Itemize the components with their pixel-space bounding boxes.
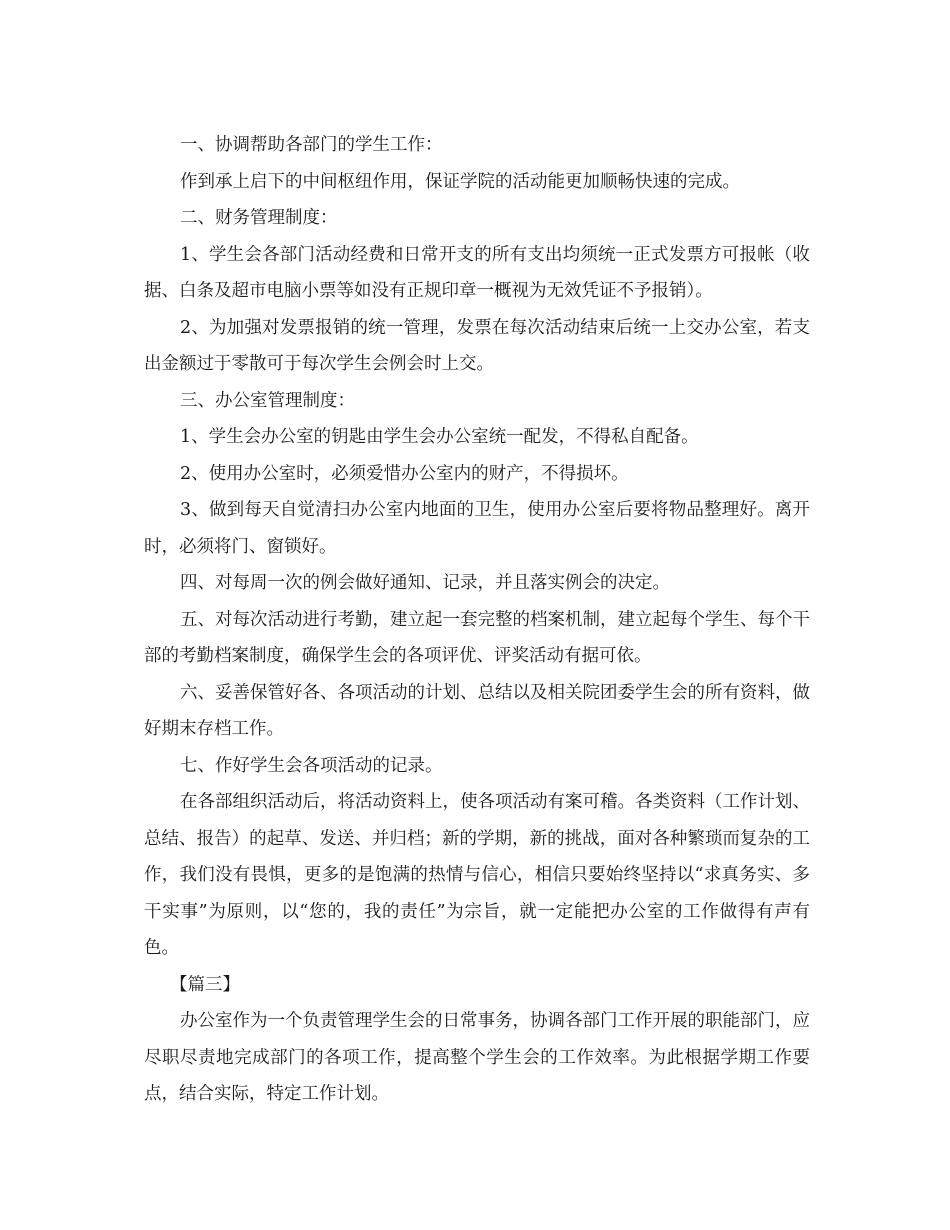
paragraph: 2、为加强对发票报销的统一管理，发票在每次活动结束后统一上交办公室，若支出金额过于零散可于每次学生会例会时上交。 — [144, 317, 810, 374]
paragraph: 3、做到每天自觉清扫办公室内地面的卫生，使用办公室后要将物品整理好。离开时，必须将门、窗锁好。 — [144, 500, 810, 557]
section-title: 【篇三】 — [170, 974, 240, 995]
paragraph: 1、学生会各部门活动经费和日常开支的所有支出均须统一正式发票方可报帐（收据、白条及超市电脑小票等如没有正规印章一概视为无效凭证不予报销）。 — [144, 244, 810, 301]
paragraph: 作到承上启下的中间枢纽作用，保证学院的活动能更加顺畅快速的完成。 — [180, 171, 740, 192]
paragraph-heading-1: 一、协调帮助各部门的学生工作： — [180, 135, 443, 155]
paragraph: 2、使用办公室时，必须爱惜办公室内的财产，不得损坏。 — [180, 463, 629, 484]
paragraph-heading-4: 四、对每周一次的例会做好通知、记录，并且落实例会的决定。 — [180, 573, 670, 593]
paragraph: 在各部组织活动后，将活动资料上，使各项活动有案可稽。各类资料（工作计划、总结、报告）的起草、发送、并归档；新的学期，新的挑战，面对各种繁琐而复杂的工作，我们没有畏惧，更多的是饱满的热情与信心，相信只要始终坚持以“求真务实、多干实事”为原则，以“您的，我的责任”为宗旨，就一定能把办公室的工作做得有声有色。 — [144, 792, 810, 958]
paragraph-heading-3: 三、办公室管理制度： — [180, 390, 355, 411]
paragraph-heading-2: 二、财务管理制度： — [180, 208, 338, 228]
document-body — [144, 127, 810, 1113]
paragraph-heading-7: 七、作好学生会各项活动的记录。 — [180, 755, 443, 776]
paragraph: 办公室作为一个负责管理学生会的日常事务，协调各部门工作开展的职能部门，应尽职尽责地完成部门的各项工作，提高整个学生会的工作效率。为此根据学期工作要点，结合实际，特定工作计划。 — [144, 1011, 810, 1104]
paragraph-heading-5: 五、对每次活动进行考勤，建立起一套完整的档案机制，建立起每个学生、每个干部的考勤档案制度，确保学生会的各项评优、评奖活动有据可依。 — [144, 609, 810, 666]
paragraph: 1、学生会办公室的钥匙由学生会办公室统一配发，不得私自配备。 — [180, 427, 699, 447]
paragraph-heading-6: 六、妥善保管好各、各项活动的计划、总结以及相关院团委学生会的所有资料，做好期末存档工作。 — [144, 682, 810, 739]
